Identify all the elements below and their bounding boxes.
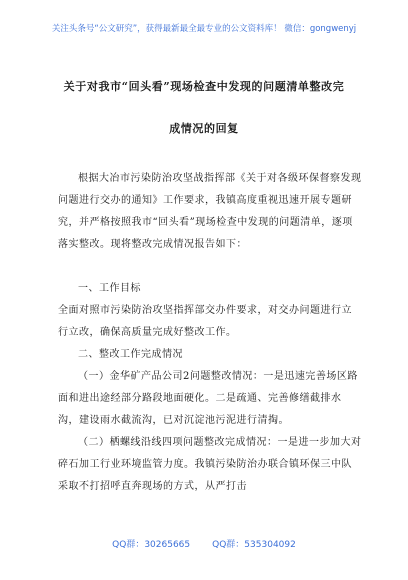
section-heading-progress: 二、整改工作完成情况	[78, 349, 183, 360]
goal-paragraph: 全面对照市污染防治攻坚指挥部交办件要求，对交办问题进行立行立改，确保高质量完成好整改工作。	[58, 305, 352, 338]
section-heading-goal: 一、工作目标	[78, 283, 141, 294]
document-title-line-2: 成情况的回复	[169, 122, 239, 135]
footer-qq-groups	[0, 537, 408, 550]
progress-item-1: （一）金华矿产品公司2问题整改情况：一是迅速完善场区路面和进出途经部分路段地面硬化。二是疏通、完善修缮截排水沟，建设雨水截流沟，已对沉淀池污泥进行清掏。	[58, 371, 358, 426]
qq-group-1: QQ群：30265665	[112, 540, 191, 550]
document-title-line-1: 关于对我市“回头看”现场检查中发现的问题清单整改完	[63, 80, 345, 93]
intro-paragraph: 根据大冶市污染防治攻坚战指挥部《关于对各级环保督察发现问题进行交办的通知》工作要求，我镇高度重视迅速开展专题研究，并严格按照我市“回头看”现场检查中发现的问题清单，逐项落实整改。现将整改完成情况报告如下：	[58, 173, 362, 250]
qq-group-2: QQ群：535304092	[212, 540, 296, 550]
promo-header: 关注头条号“公文研究”，获得最新最全最专业的公文资料库！ 微信：gongwenyj	[51, 24, 357, 34]
progress-item-2: （二）栖螺线沿线四项问题整改完成情况：一是进一步加大对碎石加工行业环境监管力度。我镇污染防治办联合镇环保三中队采取不打招呼直奔现场的方式，从严打击	[58, 437, 362, 492]
